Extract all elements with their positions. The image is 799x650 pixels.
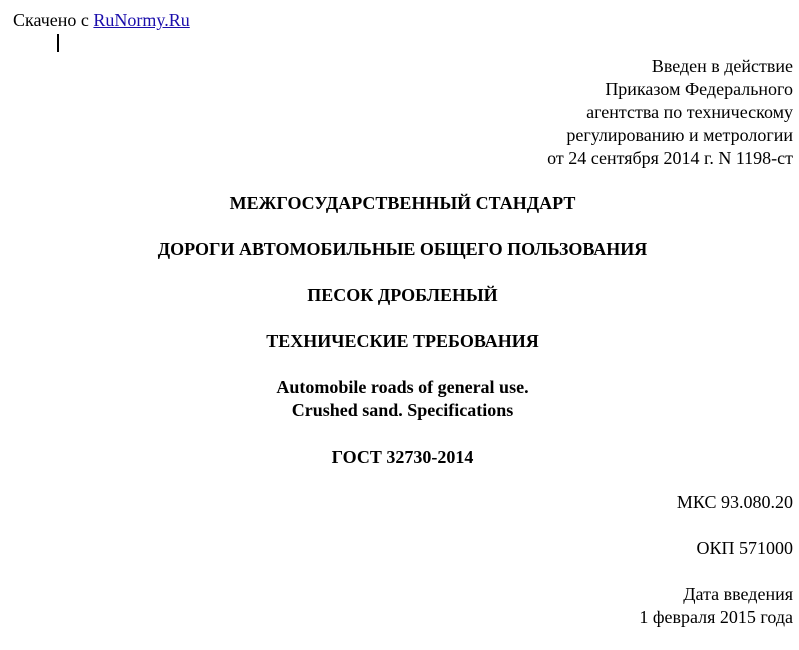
effective-date-label: Дата введения xyxy=(683,584,793,604)
english-title-line-2: Crushed sand. Specifications xyxy=(291,400,514,420)
standard-name-heading: ПЕСОК ДРОБЛЕНЫЙ xyxy=(307,285,498,305)
standard-code: ГОСТ 32730-2014 xyxy=(331,447,474,467)
source-link[interactable]: RuNormy.Ru xyxy=(93,10,190,30)
standard-part-heading: ТЕХНИЧЕСКИЕ ТРЕБОВАНИЯ xyxy=(266,331,539,351)
source-note xyxy=(13,9,190,31)
source-prefix: Скачено с xyxy=(13,10,94,30)
standard-subject-heading: ДОРОГИ АВТОМОБИЛЬНЫЕ ОБЩЕГО ПОЛЬЗОВАНИЯ xyxy=(157,239,648,259)
approval-line: агентства по техническому xyxy=(586,102,793,122)
text-cursor xyxy=(57,34,59,52)
english-title-line-1: Automobile roads of general use. xyxy=(276,377,529,397)
mks-code: МКС 93.080.20 xyxy=(676,492,793,512)
approval-block xyxy=(547,55,793,170)
approval-line: Приказом Федерального xyxy=(605,79,793,99)
approval-line: от 24 сентября 2014 г. N 1198-ст xyxy=(547,148,793,168)
standard-type-heading: МЕЖГОСУДАРСТВЕННЫЙ СТАНДАРТ xyxy=(229,193,576,213)
approval-line: Введен в действие xyxy=(651,56,793,76)
approval-line: регулированию и метрологии xyxy=(566,125,793,145)
okp-code: ОКП 571000 xyxy=(696,538,793,558)
effective-date-value: 1 февраля 2015 года xyxy=(639,607,793,627)
